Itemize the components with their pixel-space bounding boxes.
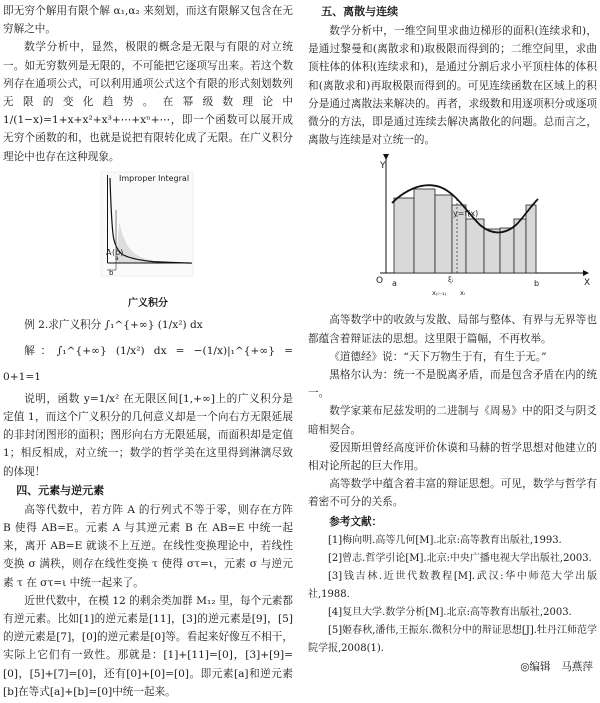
improper-integral-graph: [3, 170, 293, 292]
label-a-small: a: [115, 254, 119, 262]
paragraph: 《道德经》说：“天下万物生于有，有生于无。”: [329, 350, 547, 363]
riemann-rectangles: [394, 189, 536, 273]
paragraph: 说明，函数 y=1/x² 在无限区间[1,+∞]上的广义积分是定值 1，而这个广义积分的几何意义却是一个向右方无限延展的非封闭图形的面积；图形向右方无限延展，而面积却是定值 1；相反相成，对立统一；数学的哲学美在这里得到淋漓尽致的体现！: [3, 392, 293, 478]
riemann-sum-graph: [308, 153, 597, 303]
y-axis-label: Y: [380, 161, 386, 172]
a-label: a: [392, 279, 397, 289]
example-line: [3, 312, 293, 338]
figure-title: Improper Integral: [119, 173, 190, 183]
solution-line: [3, 338, 293, 390]
paragraph: 黑格尔认为：统一不是脱离矛盾，而是包含矛盾在内的统一。: [308, 369, 597, 400]
paragraph: 数学家莱布尼兹发明的二进制与《周易》中的阳爻与阴爻暗相契合。: [308, 405, 597, 436]
paragraph: 数学分析中，一维空间里求曲边梯形的面积(连续求和)，是通过黎曼和(离散求和)取极限而得到的；二维空间里，求曲顶柱体的体积(连续求和)，是通过分割后求小平顶柱体的体积和(离散求和)再取极限而得到的。可见连续函数在区域上的积分是通过离散法来解决的。再者，求级数和用逐项积分或逐项微分的方法，即是通过连续去解决离散化的问题。总而言之，离散与连续是对立统一的。: [308, 25, 597, 147]
reference-item: [3]钱吉林.近世代数教程[M].武汉:华中师范大学出版社,1988.: [308, 570, 597, 600]
section-heading: 五、离散与连续: [321, 5, 399, 18]
paragraph: 高等数学中的收敛与发散、局部与整体、有界与无界等也都蕴含着辩证法的思想。这里限于篇幅，不再枚举。: [308, 314, 597, 345]
example-text: 例 2.求广义积分: [24, 318, 102, 331]
paragraph: 近世代数中，在模 12 的剩余类加群 M₁₂ 里，每个元素都有逆元素。比如[1]的逆元素是[11]，[3]的逆元素是[9]，[5]的逆元素是[7]，[0]的逆元素是[0]等。看起来好像互不相干，实际上它们有一致性。那就是：[1]+[11]=[0]，[3]+[9]=[0]，[5]+[7]=[0]，还有[0]+[0]=[0]。即元素[a]和逆元素[b]在等式[a]+[b]=[0]中统一起来。: [3, 594, 293, 698]
origin-label: O: [376, 276, 384, 287]
figure-caption: 广义积分: [128, 297, 168, 309]
label-b-paren: (b): [112, 247, 124, 257]
solution-expression: ∫₁^{+∞} (1/x²) dx = −(1/x)|₁^{+∞} = 0+1=1: [3, 344, 293, 383]
paragraph: 高等代数中，若方阵 A 的行列式不等于零，则存在方阵 B 使得 AB=E。元素 A 与其逆元素 B 在 AB=E 中统一起来，离开 AB=E 就谈不上互逆。在线性变换理论中，若线性变换 σ 满秩，则存在线性变换 τ 使得 στ=ι，元素 σ 与逆元素 τ 在 στ=ι 中统一起来了。: [3, 503, 293, 589]
left-column: [3, 2, 293, 701]
zeta-label: ξᵢ: [448, 276, 454, 285]
figure-riemann-sum: [308, 153, 597, 307]
label-a: A: [106, 247, 112, 257]
paragraph: 高等数学中蕴含着丰富的辩证思想。可见，数学与哲学有着密不可分的关系。: [308, 478, 597, 509]
editor-signature: ◎编辑 马燕萍: [520, 660, 593, 673]
xi-minus-label: x₍ᵢ₋₁₎: [432, 289, 447, 298]
example-expression: ∫₁^{+∞} (1/x²) dx: [104, 318, 203, 331]
label-b: b: [109, 268, 114, 277]
xi-label: xᵢ: [460, 289, 466, 298]
paragraph: 数学分析中，显然，极限的概念是无限与有限的对立统一。如无穷数列是无限的，不可能把它逐项写出来。若这个数列存在通项公式，可以利用通项公式这个有限的形式刻划数列无限的变化趋势。在幂级数理论中 1/(1−x)=1+x+x²+x³+⋯+xⁿ+⋯，即一个函数可以展开成无穷个函数的和，也就是说把有限转化成了无限。在广义积分理论中也存在这种现象。: [3, 41, 293, 163]
figure-improper-integral: [3, 170, 293, 312]
right-column: [308, 2, 597, 676]
reference-item: [4]复旦大学.数学分析[M].北京:高等教育出版社,2003.: [328, 606, 572, 618]
function-label: y=f(x): [453, 209, 479, 219]
reference-item: [1]梅向明.高等几何[M].北京:高等教育出版社,1993.: [328, 534, 562, 546]
section-heading: 四、元素与逆元素: [16, 483, 105, 497]
paragraph: 爱因斯坦曾经高度评价休谟和马赫的哲学思想对他建立的相对论所起的巨大作用。: [308, 441, 597, 473]
references-heading: 参考文献：: [329, 515, 383, 528]
paragraph: 即无穷个解用有限个解 α₁,α₂ 来刻划，而这有限解又包含在无穷解之中。: [3, 5, 293, 36]
solution-label: 解：: [24, 344, 57, 357]
b-label: b: [534, 279, 540, 289]
reference-item: [2]曾志.哲学引论[M].北京:中央广播电视大学出版社,2003.: [328, 552, 592, 564]
x-axis-label: X: [584, 278, 591, 289]
reference-item: [5]姬春秋,潘伟,王振东.微积分中的辩证思想[J].牡丹江师范学院学报,2008(1).: [308, 624, 597, 654]
